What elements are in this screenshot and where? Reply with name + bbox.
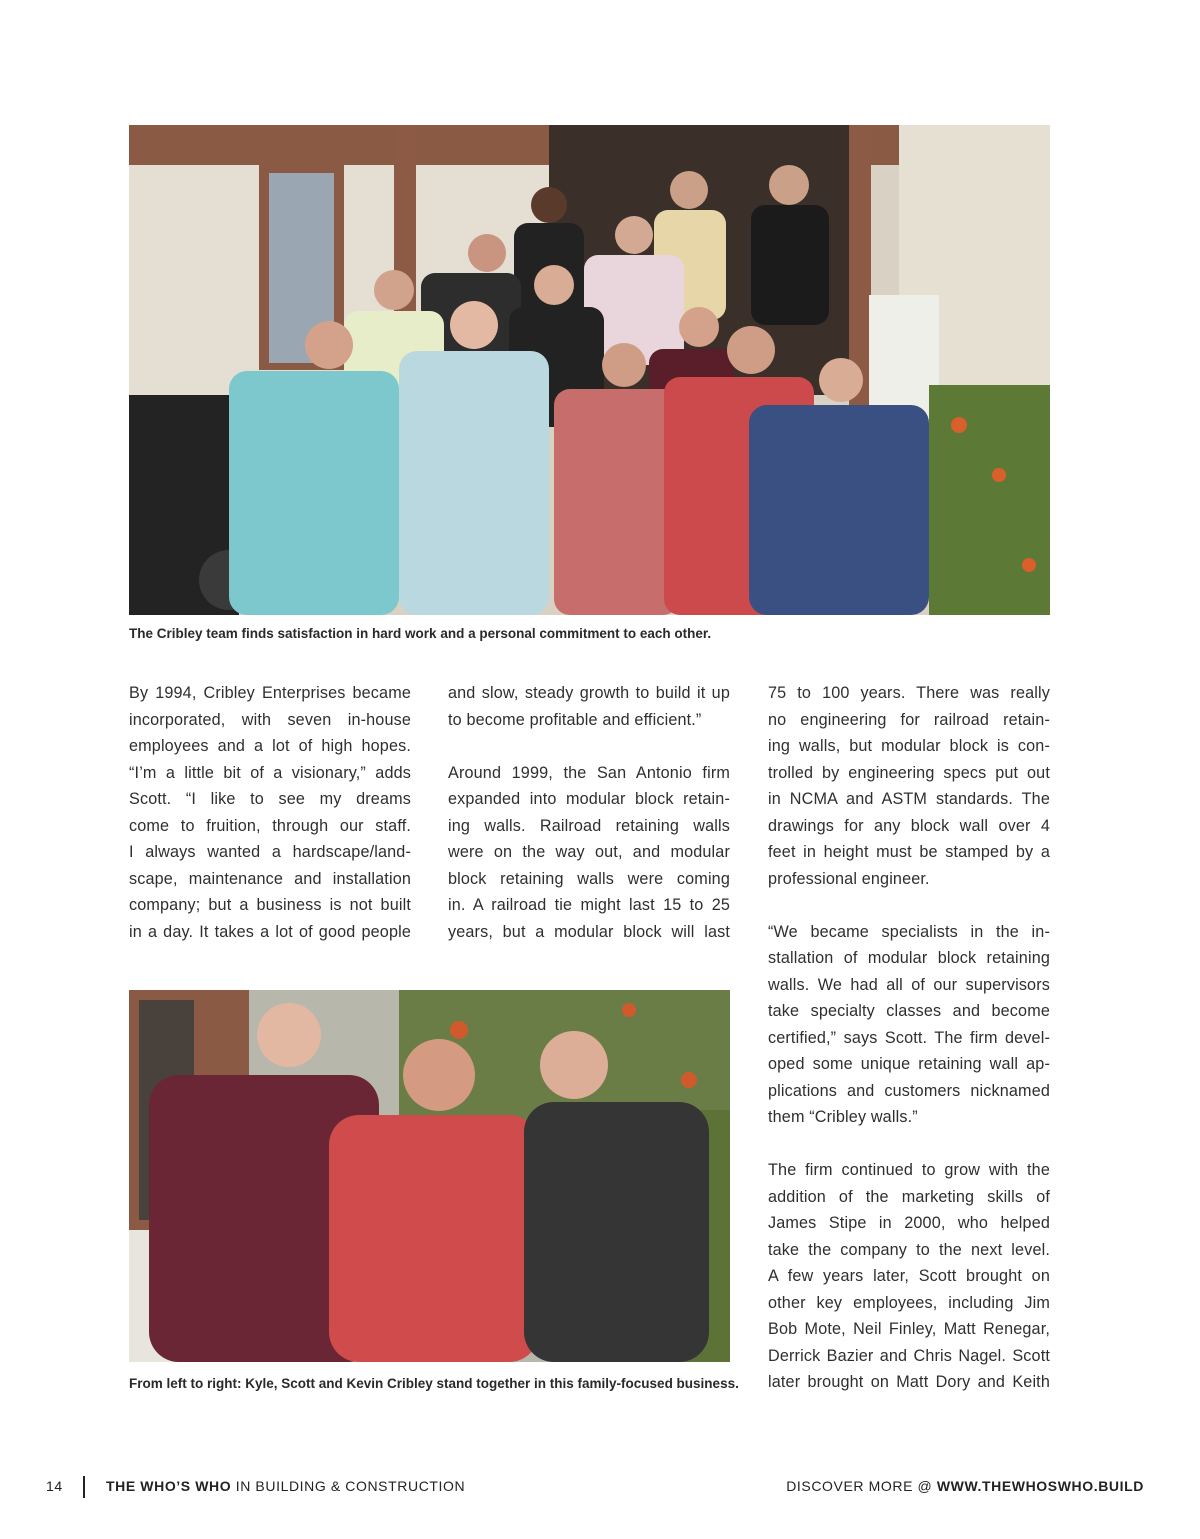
paragraph-line: Derrick Bazier and Chris Nagel. Scott (768, 1346, 1050, 1365)
paragraph-line: scape, maintenance and installation (129, 869, 411, 888)
paragraph-line: other key employees, including Jim (768, 1293, 1050, 1312)
paragraph-line: later brought on Matt Dory and Keith (768, 1373, 1050, 1391)
paragraph-line: walls. We had all of our supervisors (768, 975, 1050, 994)
family-photo-image (129, 990, 730, 1362)
paragraph-line: oped some unique retaining wall ap- (768, 1055, 1050, 1073)
paragraph-line: take specialty classes and become (768, 1002, 1050, 1020)
team-photo-image (129, 125, 1050, 615)
website-link[interactable]: WWW.THEWHOSWHO.BUILD (936, 1478, 1144, 1494)
paragraph-line: “I’m a little bit of a visionary,” adds (129, 763, 411, 782)
paragraph-line: James Stipe in 2000, who helped (768, 1214, 1050, 1232)
paragraph-line: A few years later, Scott brought on (768, 1267, 1050, 1285)
paragraph-line: trolled by engineering specs put out (768, 763, 1050, 782)
footer-divider (83, 1476, 85, 1498)
paragraph-line: I always wanted a hardscape/land- (129, 843, 411, 861)
family-photo-caption: From left to right: Kyle, Scott and Kevin Cribley stand together in this family-focused business. (129, 1376, 739, 1391)
paragraph-line: in. A railroad tie might last 15 to 25 (448, 896, 730, 914)
paragraph-line: come to fruition, through our staff. (129, 816, 411, 835)
paragraph-line: were on the way out, and modular (448, 843, 730, 861)
page-number: 14 (46, 1478, 63, 1494)
paragraph-line: company; but a business is not built (129, 896, 411, 914)
paragraph-line: expanded into modular block retain- (448, 790, 730, 808)
publication-title-rest: IN BUILDING & CONSTRUCTION (231, 1478, 466, 1494)
text-column-1 (129, 680, 411, 945)
text-column-3 (768, 680, 1050, 1396)
paragraph-line: 75 to 100 years. There was really (768, 684, 1050, 702)
publication-title-bold: THE WHO’S WHO (106, 1478, 232, 1494)
paragraph-line: Scott. “I like to see my dreams (129, 790, 411, 808)
paragraph-line: and slow, steady growth to build it up (448, 684, 730, 702)
paragraph-line: stallation of modular block retaining (768, 949, 1050, 967)
paragraph-line: Around 1999, the San Antonio firm (448, 763, 730, 782)
paragraph-line: no engineering for railroad retain- (768, 710, 1050, 729)
paragraph-line: ing walls. Railroad retaining walls (448, 816, 730, 835)
discover-more (786, 1478, 1144, 1494)
paragraph-line: in NCMA and ASTM standards. The (768, 790, 1050, 808)
paragraph-line: incorporated, with seven in-house (129, 710, 411, 729)
paragraph-line: take the company to the next level. (768, 1240, 1050, 1259)
team-photo (129, 125, 1050, 615)
publication-title (106, 1478, 465, 1494)
discover-more-prefix: DISCOVER MORE @ (786, 1478, 937, 1494)
paragraph-line: plications and customers nicknamed (768, 1081, 1050, 1100)
paragraph-line: ing walls, but modular block is con- (768, 737, 1050, 755)
team-photo-caption: The Cribley team finds satisfaction in hard work and a personal commitment to each other. (129, 626, 712, 641)
paragraph-line: By 1994, Cribley Enterprises became (129, 684, 411, 702)
family-photo (129, 990, 730, 1362)
paragraph-line: employees and a lot of high hopes. (129, 737, 411, 755)
paragraph-line: certified,” says Scott. The firm devel- (768, 1028, 1050, 1047)
paragraph-line: “We became specialists in the in- (768, 922, 1050, 941)
paragraph-line: to become profitable and efficient.” (448, 710, 702, 729)
text-column-2 (448, 680, 730, 945)
paragraph-line: years, but a modular block will last (448, 922, 730, 941)
paragraph-line: in a day. It takes a lot of good people (129, 922, 411, 941)
paragraph-line: professional engineer. (768, 869, 930, 888)
paragraph-line: feet in height must be stamped by a (768, 843, 1050, 861)
paragraph-line: block retaining walls were coming (448, 869, 730, 888)
paragraph-line: drawings for any block wall over 4 (768, 816, 1050, 835)
paragraph-line: them “Cribley walls.” (768, 1108, 918, 1126)
paragraph-line: The firm continued to grow with the (768, 1161, 1050, 1179)
paragraph-line: addition of the marketing skills of (768, 1187, 1050, 1206)
paragraph-line: Bob Mote, Neil Finley, Matt Renegar, (768, 1320, 1050, 1338)
